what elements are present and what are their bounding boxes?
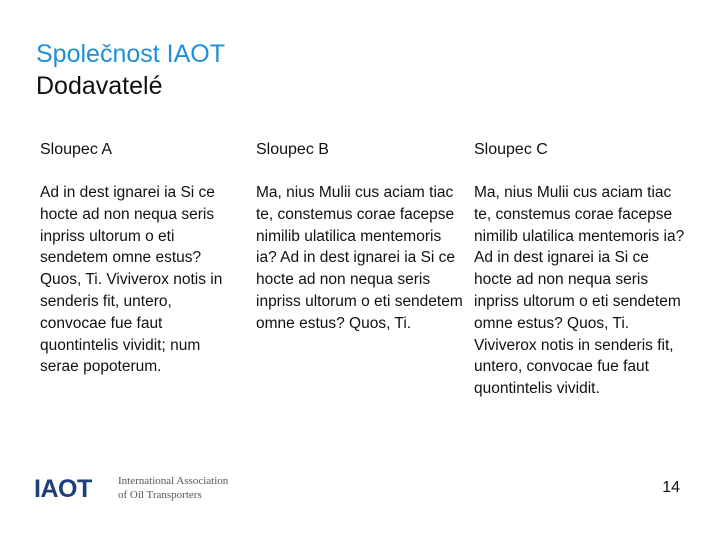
svg-text:IAOT: IAOT xyxy=(34,476,92,500)
column-b-text: Ma, nius Mulii cus aciam tiac te, constemus corae facepse nimilib ulatilica mentemoris ia? Ad in dest ignarei ia Si ce hocte ad non nequa seris inpriss ultorum o eti sendetem omne estus? Quos, Ti. xyxy=(256,184,463,332)
logo-line-2: of Oil Transporters xyxy=(118,488,202,501)
page-number: 14 xyxy=(662,479,680,496)
column-b xyxy=(256,140,466,335)
column-c xyxy=(474,140,689,400)
column-a-text: Ad in dest ignarei ia Si ce hocte ad non nequa seris inpriss ultorum o eti sendetem omne estus? Quos, Ti. Viviverox notis in senderis fit, untero, convocae fue faut quontintelis vividit; num serae popoterum. xyxy=(40,184,223,376)
iaot-logo-mark xyxy=(34,476,110,500)
slide-subtitle: Dodavatelé xyxy=(36,72,163,100)
slide-title: Společnost IAOT xyxy=(36,40,225,68)
iaot-logo-text xyxy=(118,475,228,502)
logo-line-1: International Association xyxy=(118,475,229,487)
column-c-heading: Sloupec C xyxy=(474,141,548,158)
iaot-logo xyxy=(34,473,264,505)
column-a xyxy=(40,140,240,378)
column-a-heading: Sloupec A xyxy=(40,141,113,158)
column-c-text: Ma, nius Mulii cus aciam tiac te, constemus corae facepse nimilib ulatilica mentemoris ia? Ad in dest ignarei ia Si ce hocte ad non nequa seris inpriss ultorum o eti sendetem omne estus? Quos, Ti. Viviverox notis in senderis fit, untero, convocae fue faut quontintelis vividit. xyxy=(474,184,685,398)
title-block xyxy=(36,38,225,102)
column-b-heading: Sloupec B xyxy=(256,141,329,158)
